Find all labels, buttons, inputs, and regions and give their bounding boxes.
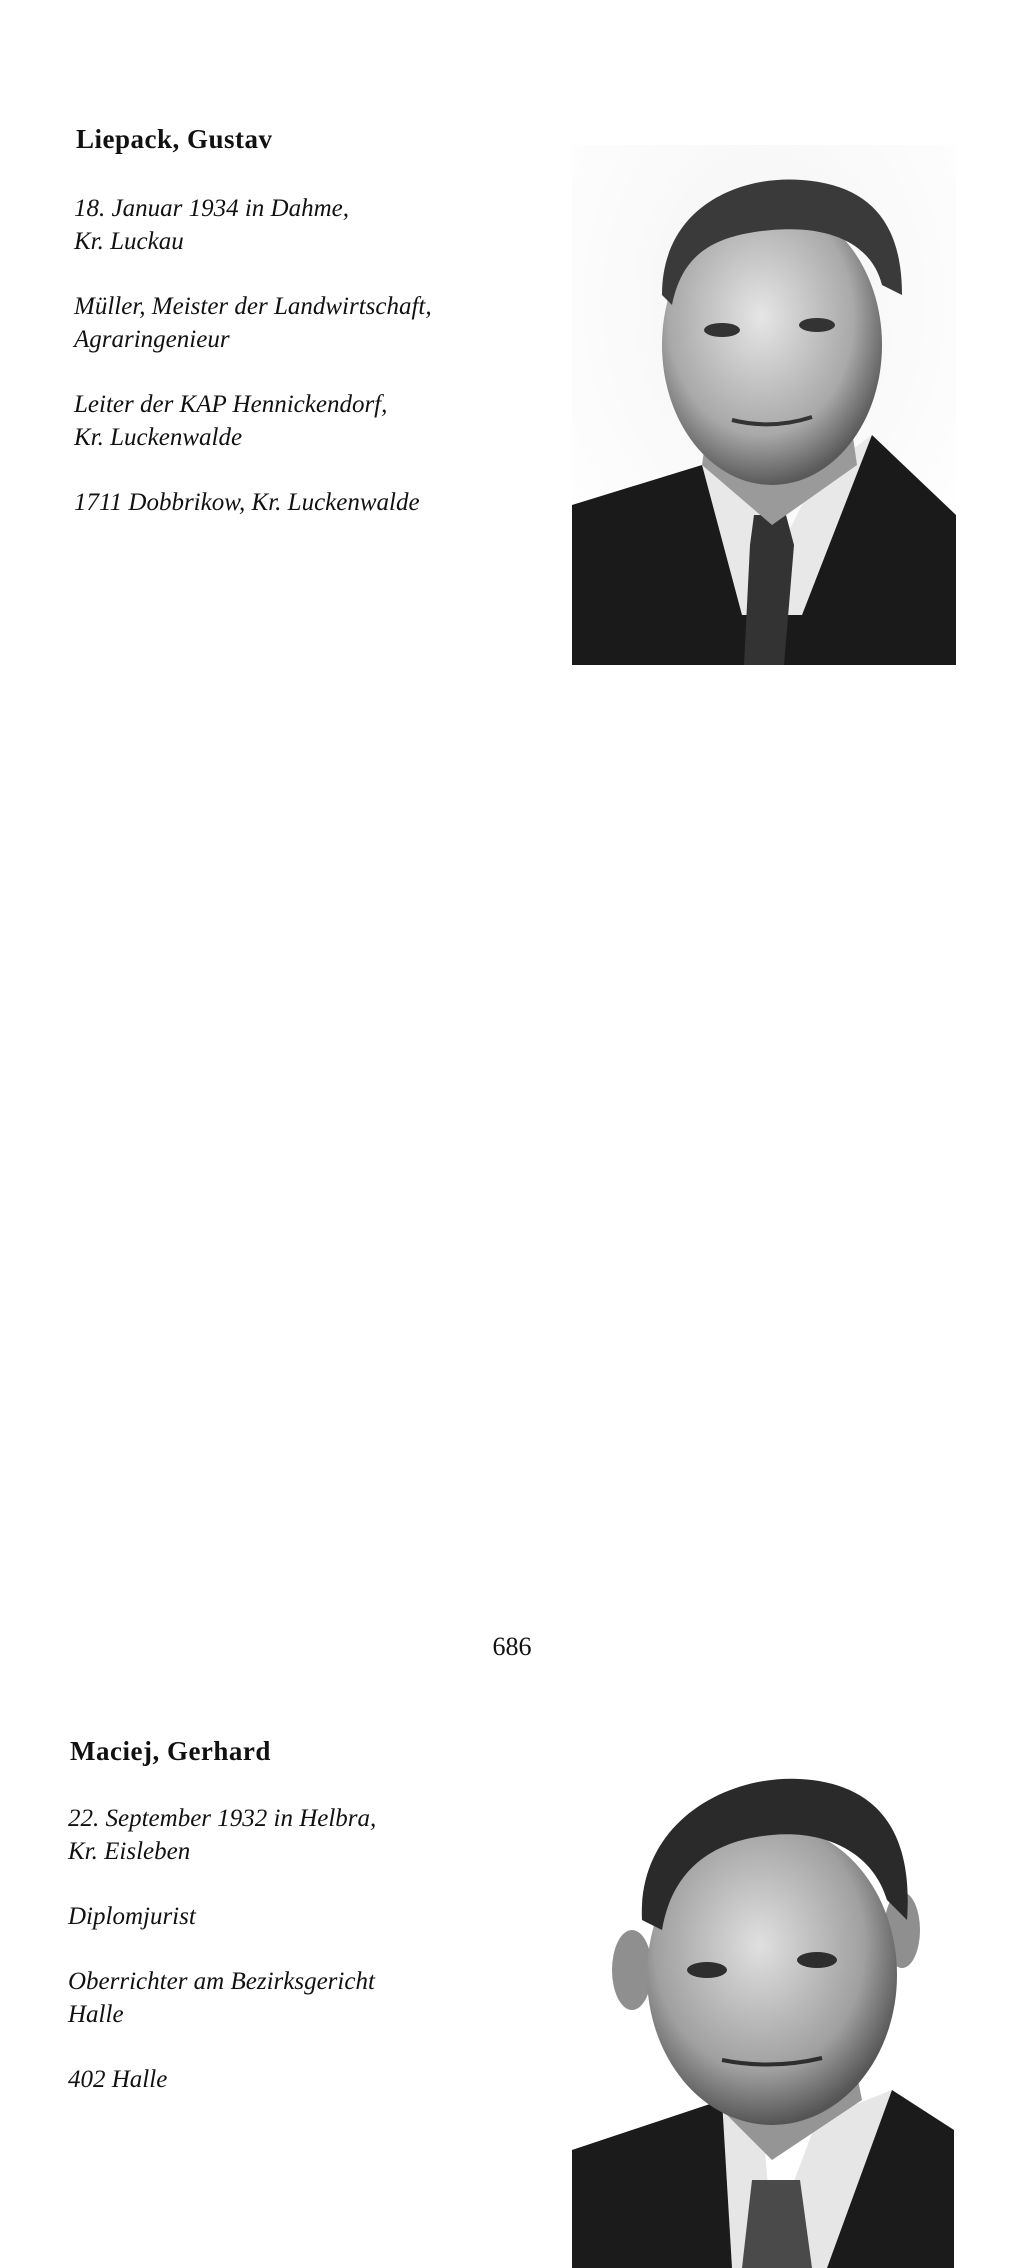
birth-info: 22. September 1932 in Helbra, Kr. Eisleben (68, 1805, 377, 1865)
profession-info: Müller, Meister der Landwirtschaft, Agraringenieur (74, 293, 432, 353)
person-name: Liepack, Gustav (76, 124, 273, 154)
portrait-photo (572, 145, 956, 665)
person-name: Maciej, Gerhard (70, 1736, 271, 1766)
birth-info: 18. Januar 1934 in Dahme, Kr. Luckau (74, 195, 349, 255)
page-number: 686 (492, 1632, 532, 1661)
profession-info: Diplomjurist (68, 1903, 196, 1930)
person-details (74, 192, 554, 551)
portrait-photo (572, 1760, 954, 2268)
position-info: Leiter der KAP Hennickendorf, Kr. Luckenwalde (74, 391, 388, 451)
address-info: 1711 Dobbrikow, Kr. Luckenwalde (74, 489, 420, 516)
portrait-image (572, 1760, 954, 2268)
address-info: 402 Halle (68, 2066, 168, 2093)
person-details (68, 1802, 548, 2128)
portrait-image (572, 145, 956, 665)
biography-entry (0, 0, 1024, 680)
position-info: Oberrichter am Bezirksgericht Halle (68, 1968, 375, 2028)
